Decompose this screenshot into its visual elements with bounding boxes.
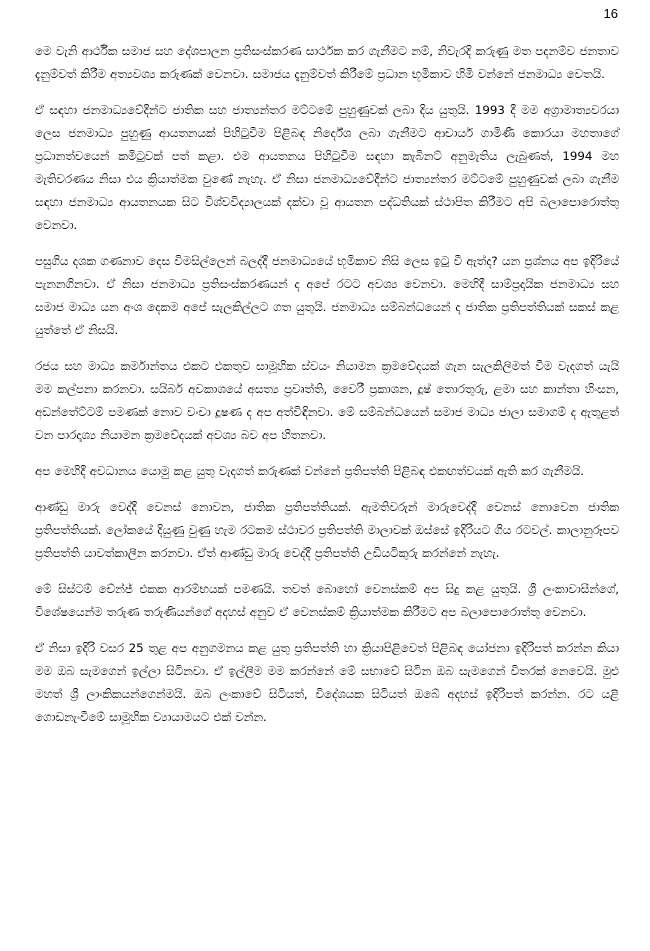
- paragraph-1: මෙ වැනි ආර්ථික සමාජ සහ දේශපාලන ප්‍රතිසංස්කරණ සාර්ථක කර ගැනීමට නම්, නිවැරදි කරුණු මත පදනම්ව ජනතාව දැනුම්වත් කිරීම අත්‍යවශ්‍ය කරුණක් වෙනවා. සමාජය දැනුම්වත් කිරීමේ ප්‍රධාන භූමිකාව හිමි වන්නේ ජනමාධ්‍ය වෙතයි.: [35, 44, 619, 81]
- paragraph-3: පසුගිය දශක ගණනාව දෙස විමසිල්ලෙන් බලද්දී ජනමාධ්‍යයේ භූමිකාව නිසි ලෙස ඉටු වී ඇත්ද? යන ප්‍රශ්නය අප ඉදිරියේ පැනනගිනවා. ඒ නිසා ජනමාධ්‍ය ප්‍රතිසංස්කරණයන් ද අපේ රටට අවශ්‍ය වෙනවා. මෙහිදී සාම්ප්‍රදායික ජනමාධ්‍ය සහ සමාජ මාධ්‍ය යන අංශ දෙකම අපේ සැලකිල්ලට ගත යුතුයි. ජනමාධ්‍ය සම්බන්ධයෙන් ද ජාතික ප්‍රතිපත්තියක් සකස් කළ යුත්තේ ඒ නිසයි.: [35, 254, 619, 337]
- page-number: 16: [603, 6, 618, 21]
- paragraph-4: රජය සහ මාධ්‍ය කර්මාන්තය එකට එකතුව සාමූහික ස්වයං නියාමන ක්‍රමවේදයක් ගැන සැලකිලිමත් වීම වැදගත් යැයි මම කල්පනා කරනවා. සයිබර් අවකාශයේ අසත්‍ය ප්‍රවෘත්ති, වෛරී ප්‍රකාශන, දූෂ් තොරතුරු, ළමා සහ කාන්තා හිංසන, අඩන්තේට්ටම් පමණක් නොව වංචා දූෂණ ද අප අත්විඳිනවා. මේ සම්බන්ධයෙන් සමාජ මාධ්‍ය ජාලා සමාගම් ද ඇතුළත් වන පාරදෘශ්‍ය නියාමන ක්‍රමවේදයක් අවශ්‍ය බව අප හිතනවා.: [35, 359, 619, 442]
- paragraph-5: අප මෙහිදී අවධානය යොමු කළ යුතු වැදගත් කරුණක් වන්නේ ප්‍රතිපත්ති පිළිබඳ එකඟත්වයක් ඇති කර ගැනීමයි.: [35, 464, 585, 478]
- paragraph-8: ඒ නිසා ඉදිරි වසර 25 තුළ අප අනුගමනය කළ යුතු ප්‍රතිපත්ති හා ක්‍රියාපිළිවෙත් පිළිබඳ යෝජනා ඉදිරිපත් කරන්න කියා මම ඔබ සැමගෙන් ඉල්ලා සිටිනවා. ඒ ඉල්ලීම මම කරන්නේ මේ සභාවේ සිටින ඔබ සැමගෙන් විතරක් නෙවෙයි. මුළු මහත් ශ්‍රී ලාංකිකයන්ගෙන්මයි. ඔබ ලංකාවේ සිටියත්, විදේශයක සිටියත් ඔබේ අදහස් ඉදිරිපත් කරන්න. රට යළි ගොඩනැංවීමේ සාමූහික ව්‍යායාමයට එක් වන්න.: [35, 641, 619, 724]
- paragraph-6: ආණ්ඩු මාරු වෙද්දී වෙනස් නොවන, ජාතික ප්‍රතිපත්තියක්. ඇමතිවරුන් මාරුවෙද්දී වෙනස් නොවෙන ජාතික ප්‍රතිපත්තියක්. ලෝකයේ දියුණු වුණු හැම රටකම ස්ථාවර ප්‍රතිපත්ති මාලාවක් ඔස්සේ ඉදිරියට ගිය රටවල්. කාලානුරූපව ප්‍රතිපත්ති යාවත්කාලීන කරනවා. ඒත් ආණ්ඩු මාරු වෙද්දී ප්‍රතිපත්ති උඩියටිකුරු කරන්නේ නැහැ.: [35, 500, 619, 560]
- body-text: [35, 40, 619, 742]
- paragraph-7: මේ සිස්ටම් චේන්ජ් එකක ආරම්භයක් පමණයි. තවත් බොහෝ වෙනස්කම් අප සිදු කළ යුතුයි. ශ්‍රී ලංකාවාසීන්ගේ, විශේෂයෙන්ම තරුණ තරුණියන්ගේ අදහස් අනුව ඒ වෙනස්කම් ක්‍රියාත්මක කිරීමට අප බලාපොරොත්තු වෙනවා.: [35, 582, 619, 619]
- paragraph-2: ඒ සඳහා ජනමාධ්‍යවේදීන්ට ජාතික සහ ජාත්‍යන්තර මට්ටමේ පුහුණුවක් ලබා දිය යුතුයි. 1993 දී මම අග්‍රාමාත්‍යවරයා ලෙස ජනමාධ්‍ය පුහුණු ආයතනයක් පිහිටුවීම පිළිබඳ නිර්දේශ ලබා ගැනීමට ආචාර්ය ගාමිණී කොරයා මහතාගේ ප්‍රධානත්වයෙන් කමිටුවක් පත් කළා. එම ආයතනය පිහිටුවීම සඳහා කැබිනට් අනුමැතිය ලැබුණත්, 1994 මහ මැතිවරණය නිසා එය ක්‍රියාත්මක වුණේ නැහැ. ඒ නිසා ජනමාධ්‍යවේදීන්ට ජාත්‍යන්තර මට්ටමේ පුහුණුවක් ලබා ගැනීම සඳහා ජනමාධ්‍ය ආයතනයක සිට විශ්වවිද්‍යාලයක් දක්වා වූ ආයතන පද්ධතියක් ස්ථාපිත කිරීමට අපි බලාපොරොත්තු වෙනවා.: [35, 103, 619, 232]
